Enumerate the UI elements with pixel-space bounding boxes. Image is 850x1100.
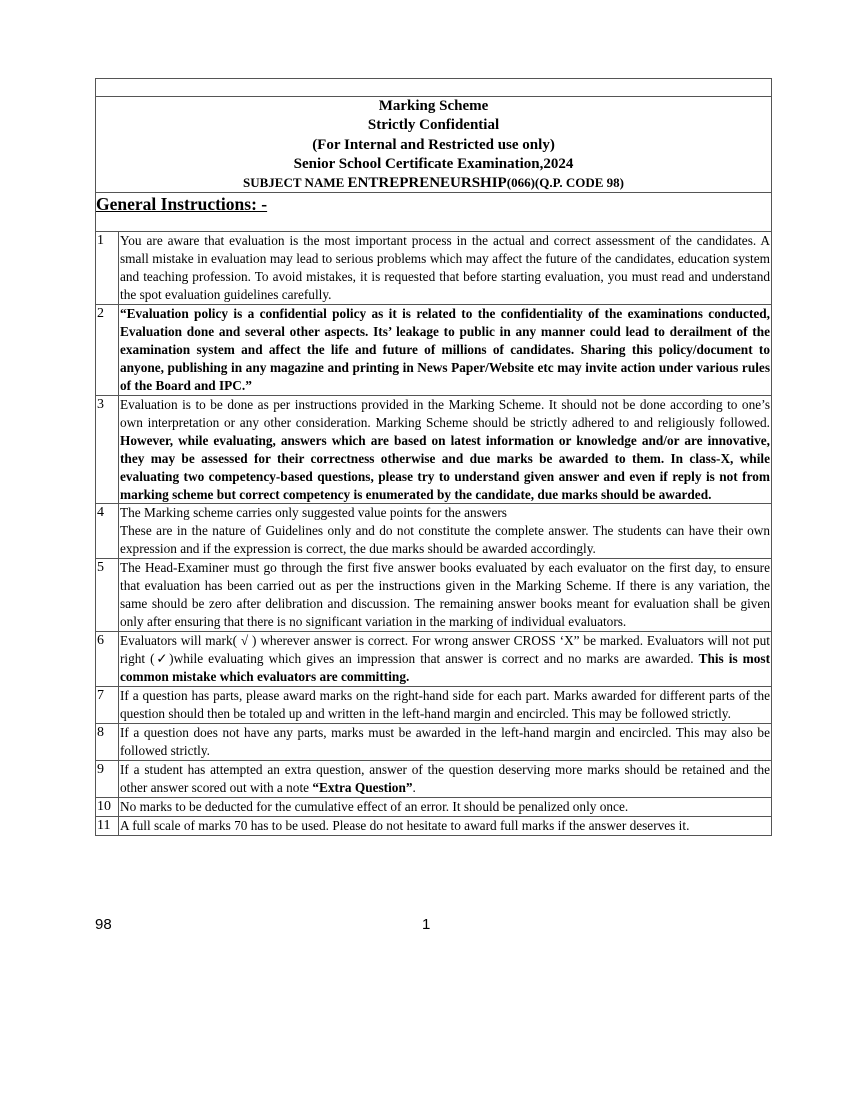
question-paper-code: 98 <box>95 916 112 933</box>
instruction-text: No marks to be deducted for the cumulative effect of an error. It should be penalized only once. <box>119 797 772 816</box>
marking-scheme-table <box>95 78 772 836</box>
instruction-number: 10 <box>96 797 119 816</box>
instruction-text-regular: Evaluators will mark( √ ) wherever answer is correct. For wrong answer CROSS ‘X” be marked. Evaluators will not put right (✓)while evaluating which gives an impression that answer is correct and no marks are awarded. <box>120 633 770 667</box>
instruction-number: 9 <box>96 760 119 797</box>
instruction-row <box>96 559 772 632</box>
instruction-text-line: The Marking scheme carries only suggested value points for the answers <box>120 505 507 521</box>
instruction-text <box>119 632 772 687</box>
instruction-number: 3 <box>96 395 119 504</box>
instruction-text-regular: Evaluation is to be done as per instructions provided in the Marking Scheme. It should not be done according to one’s own interpretation or any other consideration. Marking Scheme should be strictly adhered to and religiously followed. <box>120 396 770 430</box>
instruction-text: A full scale of marks 70 has to be used. Please do not hesitate to award full marks if the answer deserves it. <box>119 816 772 835</box>
header-exam-name: Senior School Certificate Examination,2024 <box>293 155 574 172</box>
header-row <box>96 97 772 193</box>
instruction-text: If a question does not have any parts, marks must be awarded in the left-hand margin and encircled. This may also be followed strictly. <box>119 723 772 760</box>
instruction-row <box>96 687 772 724</box>
instruction-text-tail: . <box>412 779 416 795</box>
instruction-text: You are aware that evaluation is the most important process in the actual and correct assessment of the candidates. A small mistake in evaluation may lead to serious problems which may affect the future of the candidates, education system and teaching profession. To avoid mistakes, it is requested that before starting evaluation, you must read and understand the spot evaluation guidelines carefully. <box>119 232 772 305</box>
instruction-number: 6 <box>96 632 119 687</box>
instruction-number: 2 <box>96 305 119 396</box>
instruction-text: The Head-Examiner must go through the first five answer books evaluated by each evaluator on the first day, to ensure that evaluation has been carried out as per the instructions given in the Marking Scheme. If there is any variation, the same should be zero after delibration and discussion. The remaining answer books meant for evaluation shall be given only after ensuring that there is no significant variation in the marking of individual evaluators. <box>119 559 772 632</box>
instruction-number: 7 <box>96 687 119 724</box>
header-title: Marking Scheme <box>378 98 489 114</box>
instruction-row <box>96 305 772 396</box>
instruction-number: 8 <box>96 723 119 760</box>
instruction-text: If a question has parts, please award marks on the right-hand side for each part. Marks awarded for different parts of the question should then be totaled up and written in the left-hand margin and encircled. This may be followed strictly. <box>119 687 772 724</box>
page-number: 1 <box>422 916 431 933</box>
instruction-text <box>119 504 772 559</box>
document-header <box>96 97 772 193</box>
instruction-number: 5 <box>96 559 119 632</box>
instruction-row <box>96 232 772 305</box>
instruction-row <box>96 395 772 504</box>
instruction-text-regular: If a student has attempted an extra question, answer of the question deserving more marks should be retained and the other answer scored out with a note <box>120 761 770 795</box>
instruction-row <box>96 632 772 687</box>
instruction-row <box>96 760 772 797</box>
instruction-text-bold: “Extra Question” <box>312 779 413 795</box>
instruction-number: 4 <box>96 504 119 559</box>
instruction-text <box>119 395 772 504</box>
header-restricted-use: (For Internal and Restricted use only) <box>312 136 555 153</box>
instruction-text: “Evaluation policy is a confidential policy as it is related to the confidentiality of the examinations conducted, Evaluation done and several other aspects. Its’ leakage to public in any manner could lead to derailment of the examination system and affect the life and future of millions of candidates. Sharing this policy/document to anyone, publishing in any magazine and printing in News Paper/Website etc may invite action under various rules of the Board and IPC.” <box>119 305 772 396</box>
general-instructions-heading: General Instructions: - <box>96 194 268 215</box>
header-subject-line <box>97 174 770 192</box>
instruction-number: 1 <box>96 232 119 305</box>
instruction-row <box>96 723 772 760</box>
header-confidential: Strictly Confidential <box>367 117 500 134</box>
subject-prefix: SUBJECT NAME <box>243 175 348 191</box>
subject-code: (066)(Q.P. CODE 98) <box>506 175 624 191</box>
instruction-text-bold: However, while evaluating, answers which are based on latest information or knowledge and/or are innovative, they may be assessed for their correctness otherwise and due marks be awarded to them. In class-X, while evaluating two competency-based questions, please try to understand given answer and even if reply is not from marking scheme but correct competency is enumerated by the candidate, due marks should be awarded. <box>120 432 770 502</box>
instruction-text-paragraph: These are in the nature of Guidelines only and do not constitute the complete answer. The students can have their own expression and if the expression is correct, the due marks should be awarded accordingly. <box>120 523 770 557</box>
subject-name: ENTREPRENEURSHIP <box>347 175 507 192</box>
instruction-row <box>96 816 772 835</box>
instruction-row <box>96 504 772 559</box>
instruction-text <box>119 760 772 797</box>
general-instructions-row <box>96 193 772 232</box>
instruction-row <box>96 797 772 816</box>
instruction-number: 11 <box>96 816 119 835</box>
instruction-text-bold: This is most common mistake which evaluators are committing. <box>120 651 770 685</box>
top-blank-row <box>96 79 772 97</box>
